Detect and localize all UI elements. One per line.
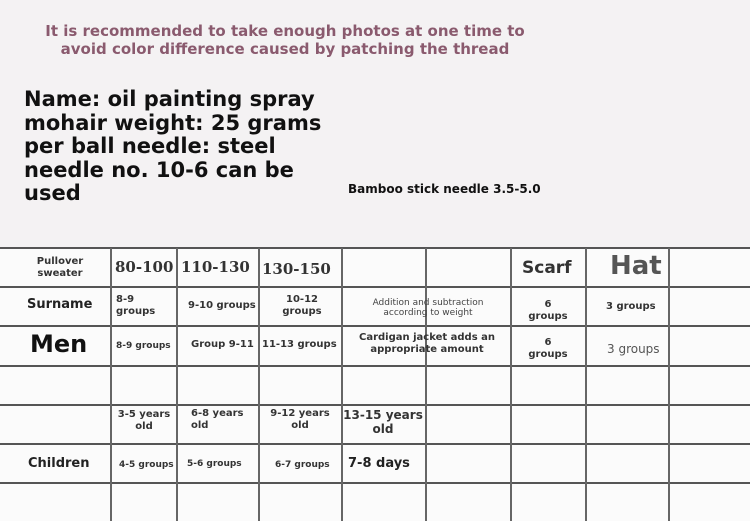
photo-notice xyxy=(30,22,540,58)
age-2-line-1: 6-8 years xyxy=(191,408,244,419)
size-table xyxy=(0,248,750,521)
men-size1-value: 8-9 groups xyxy=(116,341,171,351)
spec-line-2: mohair weight: 25 grams xyxy=(24,110,322,135)
men-hat-value: 3 groups xyxy=(607,342,660,356)
men-size3-value: 11-13 groups xyxy=(262,339,337,350)
men-cardigan-note xyxy=(345,332,509,356)
notice-line-1: It is recommended to take enough photos at one time to xyxy=(45,22,525,40)
men-size2-value: Group 9-11 xyxy=(191,339,254,350)
table-rule xyxy=(0,286,750,288)
surname-size2-value: 9-10 groups xyxy=(188,300,256,311)
surname-size1-value xyxy=(116,294,155,318)
surname-scarf-value xyxy=(512,299,584,323)
surname-size3-line-2: groups xyxy=(282,306,322,317)
table-rule xyxy=(0,482,750,484)
table-rule xyxy=(0,365,750,367)
table-column-rule xyxy=(668,248,670,521)
table-column-rule xyxy=(258,248,260,521)
table-column-rule xyxy=(176,248,178,521)
header-size-110-130: 110-130 xyxy=(181,258,250,276)
row-label-surname: Surname xyxy=(27,297,93,312)
notice-line-2: avoid color difference caused by patching the thread xyxy=(60,40,510,58)
table-column-rule xyxy=(510,248,512,521)
age-1-line-2: old xyxy=(135,421,153,432)
bamboo-needle-note: Bamboo stick needle 3.5-5.0 xyxy=(348,182,541,196)
age-2-line-2: old xyxy=(191,420,209,431)
surname-scarf-line-2: groups xyxy=(528,311,568,322)
spec-line-5: used xyxy=(24,181,81,205)
age-4-line-1: 13-15 years xyxy=(343,408,423,422)
surname-size1-line-2: groups xyxy=(116,306,156,317)
spec-line-3: per ball needle: steel xyxy=(24,134,276,158)
header-pullover-line-1: Pullover xyxy=(36,256,84,267)
row-label-men: Men xyxy=(30,330,88,358)
header-hat: Hat xyxy=(610,251,662,281)
table-column-rule xyxy=(341,248,343,521)
table-column-rule xyxy=(585,248,587,521)
age-1-line-1: 3-5 years xyxy=(117,409,171,420)
men-scarf-line-2: groups xyxy=(528,349,568,360)
men-note-line-2: appropriate amount xyxy=(370,344,484,355)
children-size4-value: 7-8 days xyxy=(348,456,410,471)
surname-size3-line-1: 10-12 xyxy=(286,294,318,305)
table-rule xyxy=(0,404,750,406)
surname-size1-line-1: 8-9 xyxy=(116,294,135,305)
product-spec xyxy=(24,88,324,206)
surname-size3-value xyxy=(262,294,342,318)
row-label-children: Children xyxy=(28,456,90,471)
men-scarf-value xyxy=(512,337,584,361)
header-scarf: Scarf xyxy=(522,258,572,278)
table-column-rule xyxy=(425,248,427,521)
header-size-80-100: 80-100 xyxy=(115,258,174,276)
men-scarf-line-1: 6 xyxy=(544,337,552,348)
surname-hat-value: 3 groups xyxy=(606,301,656,312)
header-pullover-sweater xyxy=(18,256,102,280)
age-range-6-8 xyxy=(191,408,243,432)
children-size3-value: 6-7 groups xyxy=(275,460,330,470)
top-info-area xyxy=(0,0,750,248)
surname-note-line-2: according to weight xyxy=(383,308,473,318)
age-4-line-2: old xyxy=(372,422,394,436)
header-pullover-line-2: sweater xyxy=(37,268,83,279)
table-rule xyxy=(0,443,750,445)
spec-line-4: needle no. 10-6 can be xyxy=(24,157,294,182)
age-3-line-2: old xyxy=(291,420,309,431)
age-range-13-15 xyxy=(343,408,423,436)
age-3-line-1: 9-12 years xyxy=(270,408,330,419)
table-column-rule xyxy=(110,248,112,521)
children-size1-value: 4-5 groups xyxy=(119,460,174,470)
header-size-130-150: 130-150 xyxy=(262,260,331,278)
surname-weight-note xyxy=(345,298,511,318)
table-rule xyxy=(0,325,750,327)
surname-note-line-1: Addition and subtraction xyxy=(372,298,484,308)
spec-line-1: Name: oil painting spray xyxy=(24,87,315,111)
surname-scarf-line-1: 6 xyxy=(544,299,552,310)
men-note-line-1: Cardigan jacket adds an xyxy=(358,332,495,343)
age-range-3-5 xyxy=(112,409,176,433)
age-range-9-12 xyxy=(261,408,339,432)
children-size2-value: 5-6 groups xyxy=(187,459,242,469)
table-rule xyxy=(0,247,750,249)
